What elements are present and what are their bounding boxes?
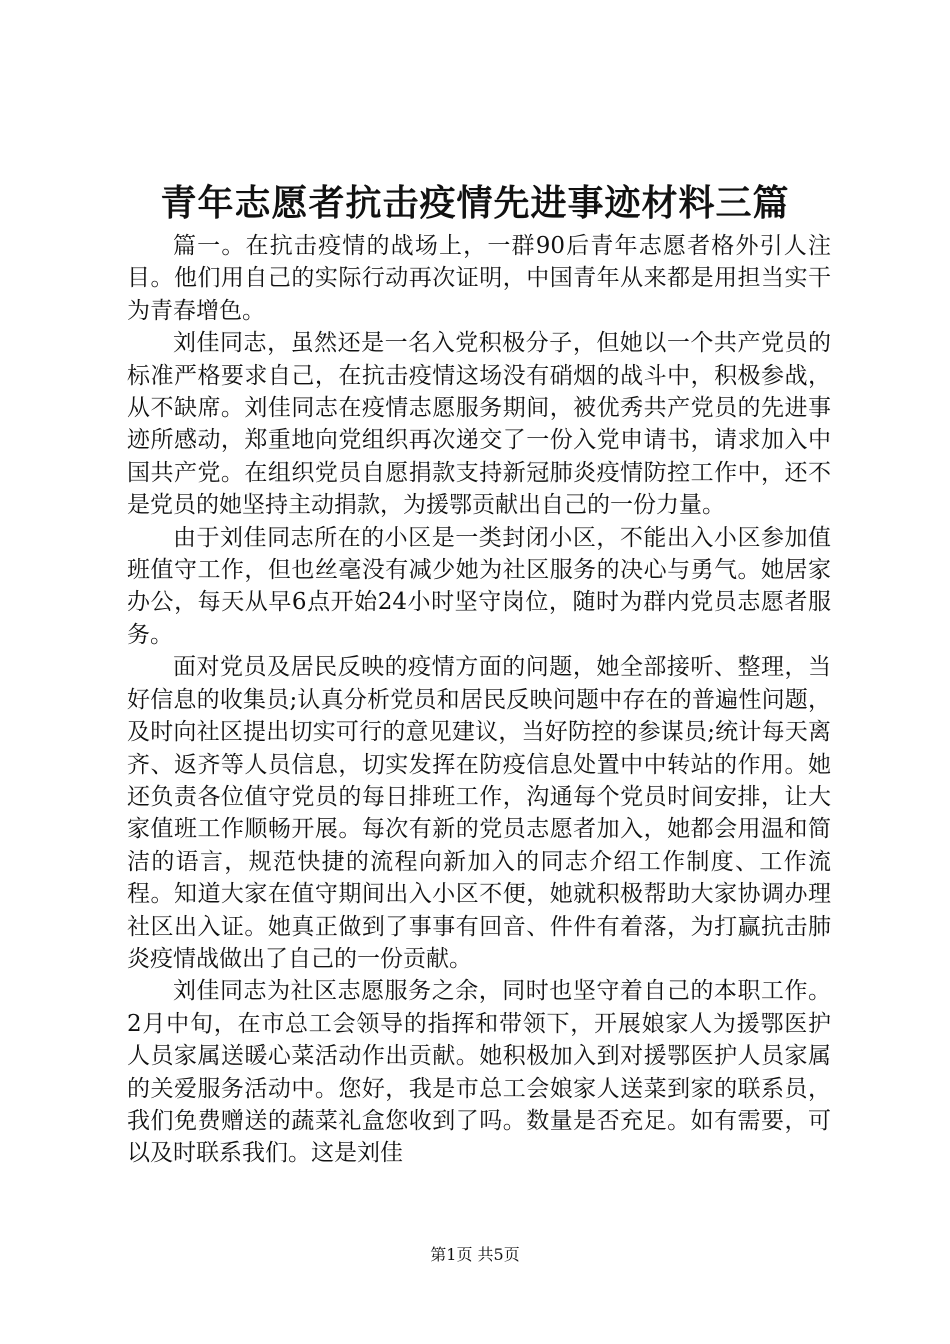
page-number-footer: 第1页 共5页 xyxy=(430,1245,520,1264)
paragraph-2: 刘佳同志，虽然还是一名入党积极分子，但她以一个共产党员的标准严格要求自己，在抗击疫情这场没有硝烟的战斗中，积极参战，从不缺席。刘佳同志在疫情志愿服务期间，被优秀共产党员的先进事迹所感动，郑重地向党组织再次递交了一份入党申请书，请求加入中国共产党。在组织党员自愿捐款支持新冠肺炎疫情防控工作中，还不是党员的她坚持主动捐款，为援鄂贡献出自己的一份力量。 xyxy=(127,330,831,519)
paragraph-3: 由于刘佳同志所在的小区是一类封闭小区，不能出入小区参加值班值守工作，但也丝毫没有减少她为社区服务的决心与勇气。她居家办公，每天从早6点开始24小时坚守岗位，随时为群内党员志愿者服务。 xyxy=(127,524,831,648)
paragraph-1: 篇一。在抗击疫情的战场上，一群90后青年志愿者格外引人注目。他们用自己的实际行动再次证明，中国青年从来都是用担当实干为青春增色。 xyxy=(127,233,831,324)
document-title: 青年志愿者抗击疫情先进事迹材料三篇 xyxy=(160,182,790,224)
document-body xyxy=(127,230,831,1170)
paragraph-4: 面对党员及居民反映的疫情方面的问题，她全部接听、整理，当好信息的收集员;认真分析党员和居民反映问题中存在的普遍性问题，及时向社区提出切实可行的意见建议，当好防控的参谋员;统计每天离齐、返齐等人员信息，切实发挥在防疫信息处置中中转站的作用。她还负责各位值守党员的每日排班工作，沟通每个党员时间安排，让大家值班工作顺畅开展。每次有新的党员志愿者加入，她都会用温和简洁的语言，规范快捷的流程向新加入的同志介绍工作制度、工作流程。知道大家在值守期间出入小区不便，她就积极帮助大家协调办理社区出入证。她真正做到了事事有回音、件件有着落，为打赢抗击肺炎疫情战做出了自己的一份贡献。 xyxy=(127,654,831,972)
paragraph-5: 刘佳同志为社区志愿服务之余，同时也坚守着自己的本职工作。2月中旬，在市总工会领导的指挥和带领下，开展娘家人为援鄂医护人员家属送暖心菜活动作出贡献。她积极加入到对援鄂医护人员家属的关爱服务活动中。您好，我是市总工会娘家人送菜到家的联系员，我们免费赠送的蔬菜礼盒您收到了吗。数量是否充足。如有需要，可以及时联系我们。这是刘佳 xyxy=(127,978,831,1167)
